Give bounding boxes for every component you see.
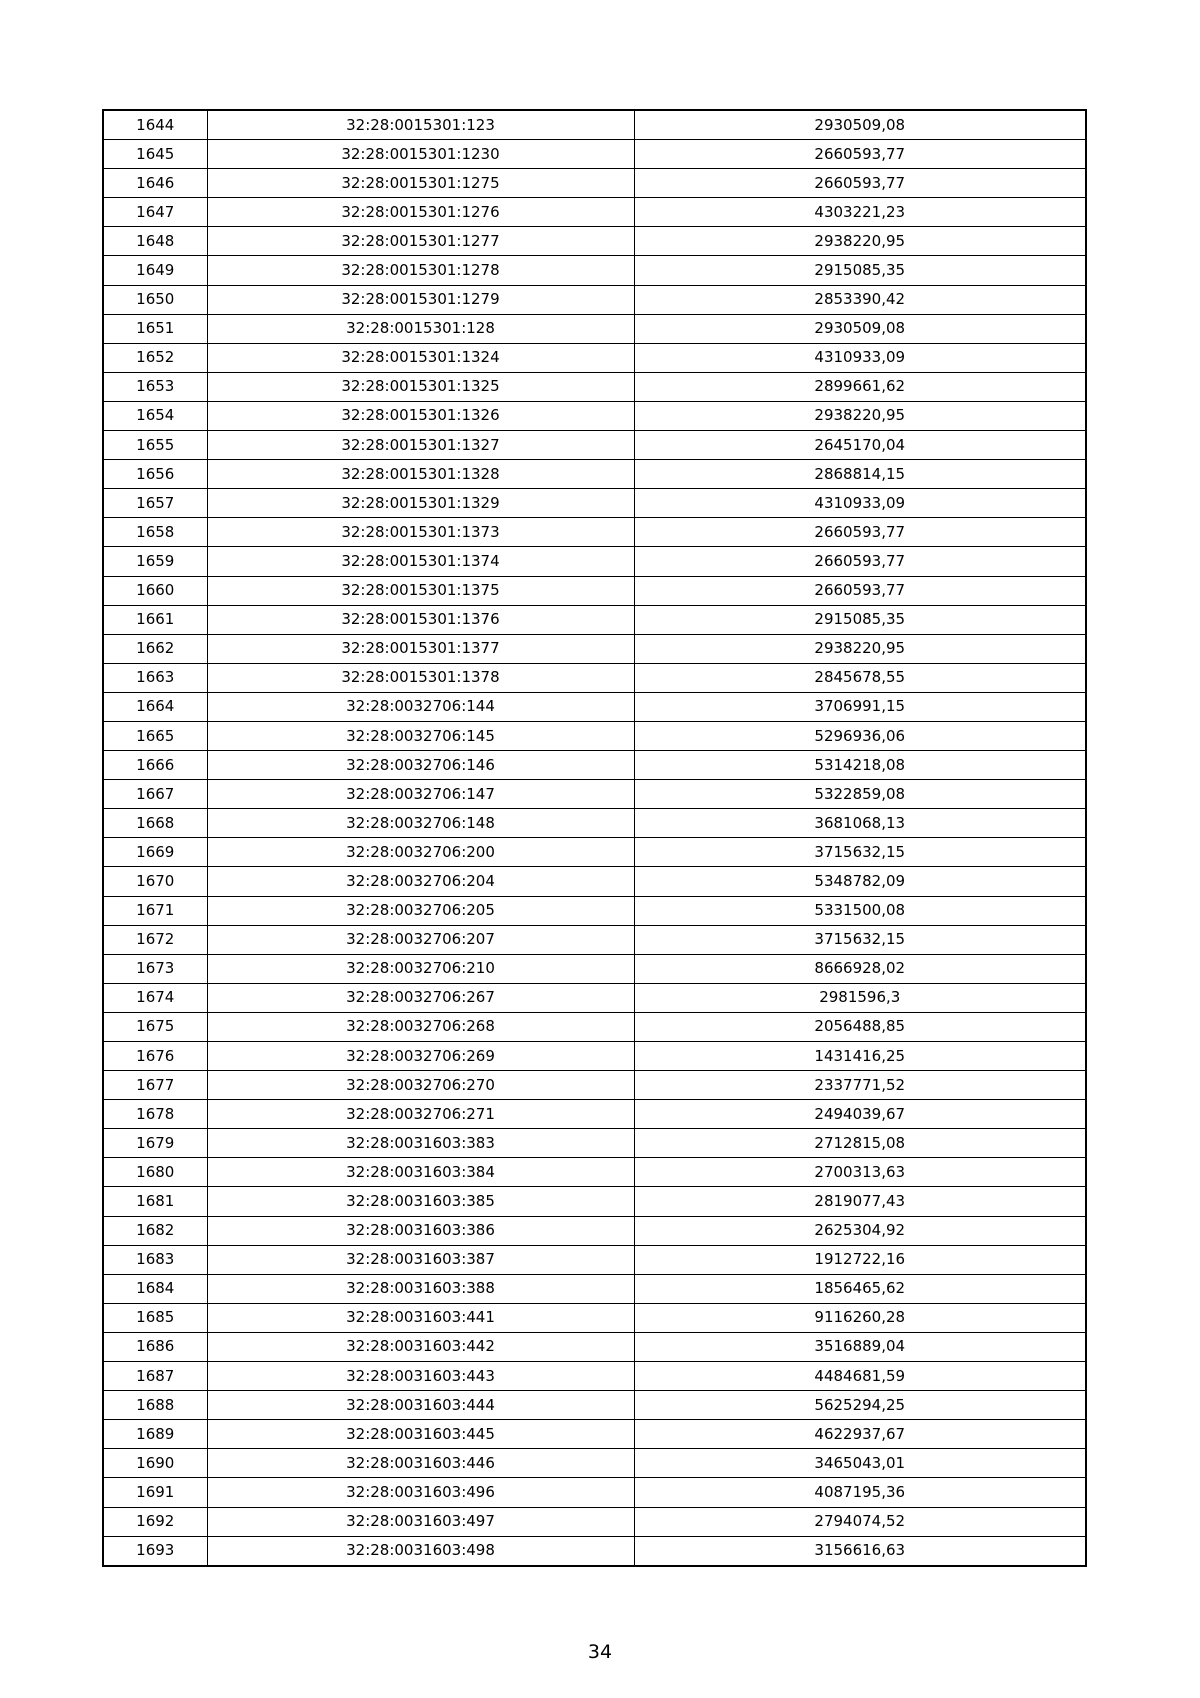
cadastral-number-cell: 32:28:0015301:1327 [207,431,634,460]
table-row [103,925,1086,954]
cadastral-number-cell: 32:28:0032706:210 [207,954,634,983]
cadastral-value-cell: 5625294,25 [634,1391,1086,1420]
row-number-cell: 1647 [103,198,207,227]
cadastral-value-cell: 4484681,59 [634,1362,1086,1391]
table-row [103,110,1086,140]
cadastral-number-cell: 32:28:0032706:270 [207,1071,634,1100]
cadastral-number-cell: 32:28:0015301:1275 [207,169,634,198]
table-row [103,1216,1086,1245]
row-number-cell: 1688 [103,1391,207,1420]
table-row [103,1303,1086,1332]
cadastral-value-cell: 2930509,08 [634,314,1086,343]
cadastral-value-cell: 3156616,63 [634,1536,1086,1566]
row-number-cell: 1663 [103,663,207,692]
cadastral-value-cell: 2915085,35 [634,256,1086,285]
cadastral-value-cell: 5322859,08 [634,780,1086,809]
cadastral-value-cell: 5296936,06 [634,721,1086,750]
cadastral-number-cell: 32:28:0031603:446 [207,1449,634,1478]
cadastral-number-cell: 32:28:0032706:268 [207,1012,634,1041]
table-body [103,110,1086,1566]
cadastral-value-cell: 3715632,15 [634,838,1086,867]
row-number-cell: 1676 [103,1042,207,1071]
table-row [103,227,1086,256]
row-number-cell: 1670 [103,867,207,896]
table-row [103,140,1086,169]
cadastral-value-cell: 2915085,35 [634,605,1086,634]
cadastral-value-cell: 2938220,95 [634,401,1086,430]
row-number-cell: 1673 [103,954,207,983]
cadastral-value-cell: 2660593,77 [634,547,1086,576]
cadastral-number-cell: 32:28:0015301:1378 [207,663,634,692]
table-row [103,460,1086,489]
row-number-cell: 1655 [103,431,207,460]
table-row [103,751,1086,780]
cadastral-number-cell: 32:28:0015301:1325 [207,372,634,401]
cadastral-number-cell: 32:28:0032706:269 [207,1042,634,1071]
cadastral-value-cell: 1856465,62 [634,1274,1086,1303]
cadastral-value-cell: 3706991,15 [634,692,1086,721]
row-number-cell: 1683 [103,1245,207,1274]
row-number-cell: 1681 [103,1187,207,1216]
table-row [103,1420,1086,1449]
cadastral-number-cell: 32:28:0015301:1326 [207,401,634,430]
table-row [103,576,1086,605]
cadastral-number-cell: 32:28:0032706:205 [207,896,634,925]
table-row [103,169,1086,198]
cadastral-number-cell: 32:28:0032706:267 [207,983,634,1012]
cadastral-value-cell: 3715632,15 [634,925,1086,954]
row-number-cell: 1664 [103,692,207,721]
cadastral-value-cell: 5314218,08 [634,751,1086,780]
cadastral-number-cell: 32:28:0031603:497 [207,1507,634,1536]
table-row [103,1332,1086,1361]
cadastral-value-cell: 2819077,43 [634,1187,1086,1216]
cadastral-number-cell: 32:28:0015301:1376 [207,605,634,634]
cadastral-value-cell: 2930509,08 [634,110,1086,140]
cadastral-value-cell: 2660593,77 [634,518,1086,547]
table-row [103,518,1086,547]
row-number-cell: 1679 [103,1129,207,1158]
table-row [103,721,1086,750]
table-row [103,1274,1086,1303]
cadastral-value-cell: 2899661,62 [634,372,1086,401]
cadastral-value-cell: 4087195,36 [634,1478,1086,1507]
table-row [103,1100,1086,1129]
row-number-cell: 1662 [103,634,207,663]
table-row [103,489,1086,518]
row-number-cell: 1674 [103,983,207,1012]
row-number-cell: 1648 [103,227,207,256]
cadastral-value-cell: 1431416,25 [634,1042,1086,1071]
table-row [103,1071,1086,1100]
row-number-cell: 1645 [103,140,207,169]
cadastral-number-cell: 32:28:0031603:444 [207,1391,634,1420]
row-number-cell: 1657 [103,489,207,518]
cadastral-value-cell: 8666928,02 [634,954,1086,983]
cadastral-number-cell: 32:28:0015301:1328 [207,460,634,489]
table-row [103,1245,1086,1274]
table-row [103,198,1086,227]
cadastral-value-cell: 4622937,67 [634,1420,1086,1449]
row-number-cell: 1693 [103,1536,207,1566]
row-number-cell: 1682 [103,1216,207,1245]
cadastral-value-cell: 4303221,23 [634,198,1086,227]
cadastral-value-cell: 2337771,52 [634,1071,1086,1100]
cadastral-number-cell: 32:28:0031603:442 [207,1332,634,1361]
row-number-cell: 1680 [103,1158,207,1187]
row-number-cell: 1652 [103,343,207,372]
cadastral-value-cell: 3465043,01 [634,1449,1086,1478]
cadastral-value-cell: 2845678,55 [634,663,1086,692]
cadastral-number-cell: 32:28:0032706:145 [207,721,634,750]
row-number-cell: 1650 [103,285,207,314]
cadastral-number-cell: 32:28:0015301:1230 [207,140,634,169]
table-row [103,809,1086,838]
table-row [103,1129,1086,1158]
table-row [103,896,1086,925]
cadastral-number-cell: 32:28:0015301:1324 [207,343,634,372]
row-number-cell: 1644 [103,110,207,140]
row-number-cell: 1671 [103,896,207,925]
row-number-cell: 1659 [103,547,207,576]
cadastral-value-cell: 2938220,95 [634,634,1086,663]
cadastral-number-cell: 32:28:0015301:1277 [207,227,634,256]
cadastral-number-cell: 32:28:0015301:1375 [207,576,634,605]
row-number-cell: 1660 [103,576,207,605]
cadastral-value-cell: 9116260,28 [634,1303,1086,1332]
cadastral-value-cell: 3681068,13 [634,809,1086,838]
table-row [103,1187,1086,1216]
cadastral-number-cell: 32:28:0032706:200 [207,838,634,867]
table-row [103,547,1086,576]
cadastral-value-cell: 2645170,04 [634,431,1086,460]
table-row [103,780,1086,809]
cadastral-value-cell: 2868814,15 [634,460,1086,489]
table-row [103,1536,1086,1566]
cadastral-value-table [102,109,1087,1567]
table-row [103,692,1086,721]
table-row [103,1507,1086,1536]
cadastral-number-cell: 32:28:0031603:384 [207,1158,634,1187]
row-number-cell: 1689 [103,1420,207,1449]
cadastral-number-cell: 32:28:0031603:387 [207,1245,634,1274]
cadastral-number-cell: 32:28:0032706:148 [207,809,634,838]
row-number-cell: 1675 [103,1012,207,1041]
table-row [103,1158,1086,1187]
row-number-cell: 1687 [103,1362,207,1391]
row-number-cell: 1667 [103,780,207,809]
table-row [103,838,1086,867]
row-number-cell: 1669 [103,838,207,867]
cadastral-value-cell: 2794074,52 [634,1507,1086,1536]
cadastral-number-cell: 32:28:0031603:441 [207,1303,634,1332]
table-row [103,431,1086,460]
cadastral-value-cell: 2056488,85 [634,1012,1086,1041]
cadastral-number-cell: 32:28:0031603:388 [207,1274,634,1303]
row-number-cell: 1685 [103,1303,207,1332]
table-row [103,1012,1086,1041]
cadastral-number-cell: 32:28:0015301:1278 [207,256,634,285]
row-number-cell: 1668 [103,809,207,838]
cadastral-value-cell: 2853390,42 [634,285,1086,314]
row-number-cell: 1661 [103,605,207,634]
row-number-cell: 1692 [103,1507,207,1536]
cadastral-value-cell: 4310933,09 [634,489,1086,518]
cadastral-number-cell: 32:28:0032706:144 [207,692,634,721]
cadastral-value-cell: 2981596,3 [634,983,1086,1012]
cadastral-number-cell: 32:28:0015301:128 [207,314,634,343]
table-row [103,1362,1086,1391]
row-number-cell: 1678 [103,1100,207,1129]
cadastral-value-cell: 3516889,04 [634,1332,1086,1361]
cadastral-value-cell: 2660593,77 [634,169,1086,198]
table-row [103,285,1086,314]
table-row [103,983,1086,1012]
table-row [103,663,1086,692]
cadastral-number-cell: 32:28:0031603:443 [207,1362,634,1391]
table-row [103,1391,1086,1420]
row-number-cell: 1686 [103,1332,207,1361]
row-number-cell: 1690 [103,1449,207,1478]
row-number-cell: 1651 [103,314,207,343]
cadastral-number-cell: 32:28:0031603:496 [207,1478,634,1507]
row-number-cell: 1646 [103,169,207,198]
cadastral-number-cell: 32:28:0031603:385 [207,1187,634,1216]
page-number: 34 [587,1641,613,1663]
cadastral-number-cell: 32:28:0032706:207 [207,925,634,954]
row-number-cell: 1666 [103,751,207,780]
cadastral-value-cell: 2660593,77 [634,576,1086,605]
cadastral-number-cell: 32:28:0031603:383 [207,1129,634,1158]
cadastral-value-cell: 2625304,92 [634,1216,1086,1245]
table-row [103,1042,1086,1071]
row-number-cell: 1665 [103,721,207,750]
cadastral-value-cell: 5331500,08 [634,896,1086,925]
cadastral-value-cell: 2700313,63 [634,1158,1086,1187]
cadastral-number-cell: 32:28:0015301:1329 [207,489,634,518]
cadastral-value-cell: 2938220,95 [634,227,1086,256]
cadastral-number-cell: 32:28:0031603:386 [207,1216,634,1245]
table-row [103,1478,1086,1507]
cadastral-number-cell: 32:28:0032706:271 [207,1100,634,1129]
cadastral-number-cell: 32:28:0015301:1276 [207,198,634,227]
row-number-cell: 1654 [103,401,207,430]
table-row [103,401,1086,430]
table-row [103,372,1086,401]
row-number-cell: 1691 [103,1478,207,1507]
table-row [103,1449,1086,1478]
cadastral-value-cell: 5348782,09 [634,867,1086,896]
cadastral-number-cell: 32:28:0032706:204 [207,867,634,896]
row-number-cell: 1658 [103,518,207,547]
row-number-cell: 1649 [103,256,207,285]
cadastral-value-cell: 2494039,67 [634,1100,1086,1129]
cadastral-value-cell: 4310933,09 [634,343,1086,372]
table-row [103,634,1086,663]
cadastral-number-cell: 32:28:0032706:147 [207,780,634,809]
cadastral-number-cell: 32:28:0015301:1279 [207,285,634,314]
table-row [103,343,1086,372]
row-number-cell: 1672 [103,925,207,954]
cadastral-number-cell: 32:28:0015301:1373 [207,518,634,547]
cadastral-number-cell: 32:28:0015301:123 [207,110,634,140]
row-number-cell: 1653 [103,372,207,401]
row-number-cell: 1677 [103,1071,207,1100]
cadastral-value-cell: 2712815,08 [634,1129,1086,1158]
cadastral-number-cell: 32:28:0032706:146 [207,751,634,780]
table-row [103,954,1086,983]
cadastral-number-cell: 32:28:0031603:498 [207,1536,634,1566]
cadastral-number-cell: 32:28:0031603:445 [207,1420,634,1449]
cadastral-value-cell: 1912722,16 [634,1245,1086,1274]
table-row [103,314,1086,343]
table-row [103,605,1086,634]
table-row [103,256,1086,285]
table-row [103,867,1086,896]
row-number-cell: 1684 [103,1274,207,1303]
row-number-cell: 1656 [103,460,207,489]
cadastral-value-cell: 2660593,77 [634,140,1086,169]
cadastral-number-cell: 32:28:0015301:1377 [207,634,634,663]
cadastral-number-cell: 32:28:0015301:1374 [207,547,634,576]
